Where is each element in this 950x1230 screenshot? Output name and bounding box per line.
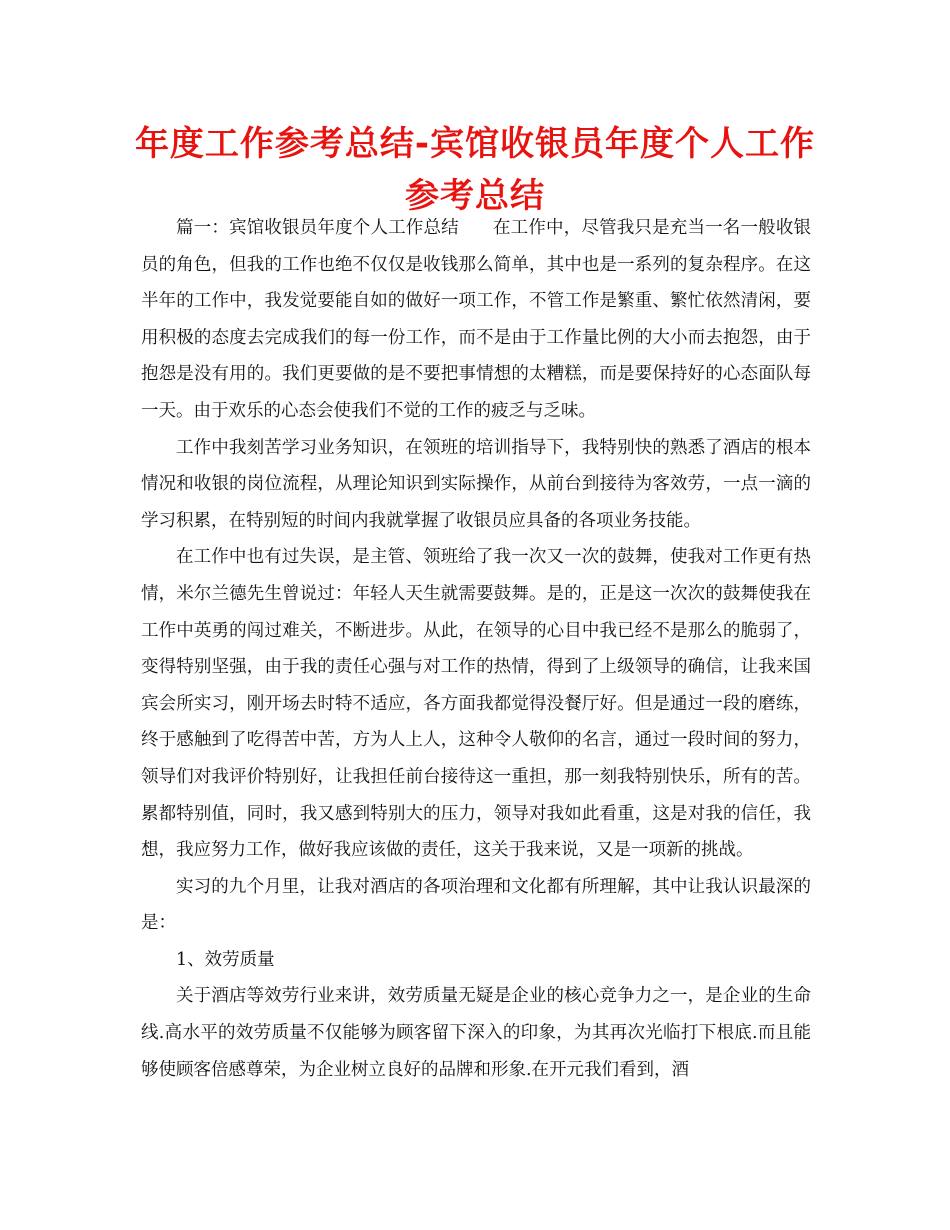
paragraph-5: 关于酒店等效劳行业来讲，效劳质量无疑是企业的核心竞争力之一，是企业的生命线.高水平的效劳质量不仅能够为顾客留下深入的印象，为其再次光临打下根底.而且能够使顾客倍感尊荣，为企业树立良好的品牌和形象.在开元我们看到，酒 — [141, 986, 811, 1080]
paragraph-4: 实习的九个月里，让我对酒店的各项治理和文化都有所理解，其中让我认识最深的是： — [141, 876, 811, 934]
document-title: 年度工作参考总结-宾馆收银员年度个人工作参考总结 — [134, 124, 816, 216]
paragraph-1-text: 在工作中，尽管我只是充当一名一般收银员的角色，但我的工作也绝不仅仅是收钱那么简单，其中也是一系列的复杂程序。在这半年的工作中，我发觉要能自如的做好一项工作，不管工作是繁重、繁忙依然清闲，要用积极的态度去完成我们的每一份工作，而不是由于工作量比例的大小而去抱怨，由于抱怨是没有用的。我们更要做的是不要把事情想的太糟糕，而是要保持好的心态面队每一天。由于欢乐的心态会使我们不觉的工作的疲乏与乏味。 — [141, 218, 812, 421]
paragraph-1 — [141, 210, 811, 430]
section-heading-service-quality: 1、效劳质量 — [176, 949, 275, 970]
intro-heading: 篇一：宾馆收银员年度个人工作总结 — [176, 218, 459, 238]
paragraph-2: 工作中我刻苦学习业务知识，在领班的培训指导下，我特别快的熟悉了酒店的根本情况和收银的岗位流程，从理论知识到实际操作，从前台到接待为客效劳，一点一滴的学习积累，在特别短的时间内我就掌握了收银员应具备的各项业务技能。 — [141, 437, 811, 531]
document-body — [141, 210, 811, 1088]
paragraph-3: 在工作中也有过失误，是主管、领班给了我一次又一次的鼓舞，使我对工作更有热情，米尔兰德先生曾说过：年轻人天生就需要鼓舞。是的，正是这一次次的鼓舞使我在工作中英勇的闯过难关，不断进步。从此，在领导的心目中我已经不是那么的脆弱了，变得特别坚强，由于我的责任心强与对工作的热情，得到了上级领导的确信，让我来国宾会所实习，刚开场去时特不适应，各方面我都觉得没餐厅好。但是通过一段的磨练，终于感触到了吃得苦中苦，方为人上人，这种令人敬仰的名言，通过一段时间的努力，领导们对我评价特别好，让我担任前台接待这一重担，那一刻我特别快乐，所有的苦。累都特别值，同时，我又感到特别大的压力，领导对我如此看重，这是对我的信任，我想，我应努力工作，做好我应该做的责任，这关于我来说，又是一项新的挑战。 — [141, 547, 811, 861]
